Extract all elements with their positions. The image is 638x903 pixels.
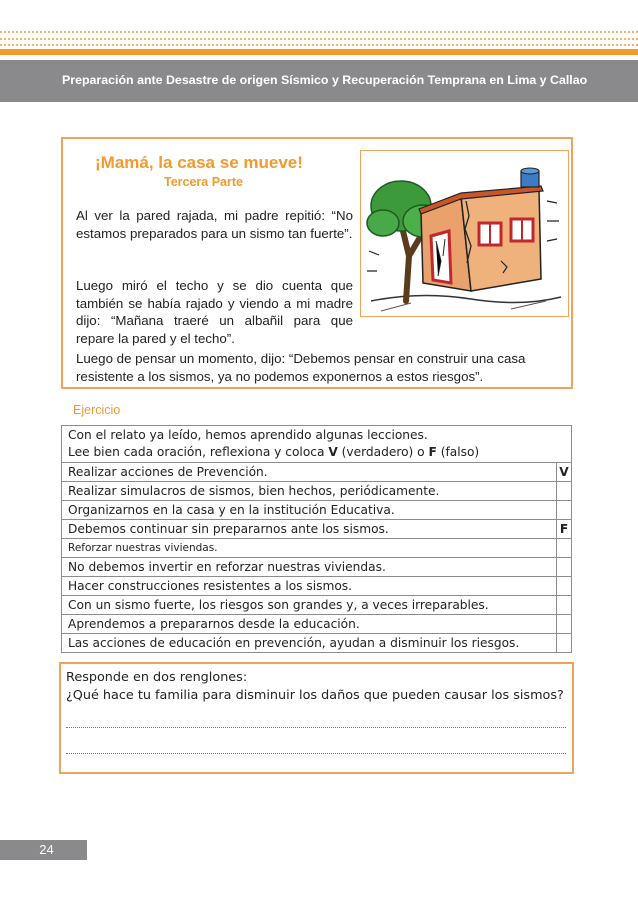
false-marker: F: [428, 445, 437, 459]
answer-line-1[interactable]: [66, 727, 566, 728]
answer-cell[interactable]: [557, 634, 572, 653]
story-paragraph-2: Luego miró el techo y se dio cuenta que también se había rajado y viendo a mi madre dijo: “Mañana traeré un albañil para que repare la pared y el techo”.: [76, 278, 353, 346]
page-number: 24: [39, 842, 54, 857]
story-paragraph-3: Luego de pensar un momento, dijo: “Debemos pensar en construir una casa resistente a los sismos, ya no podemos exponernos a estos riesgos”.: [76, 351, 526, 384]
top-dotted-rule: [0, 38, 638, 40]
table-row: [62, 539, 572, 558]
statement-text: Las acciones de educación en prevención, ayudan a disminuir los riesgos.: [62, 634, 557, 653]
question-prompt: ¿Qué hace tu familia para disminuir los daños que pueden causar los sismos?: [66, 688, 564, 703]
cracked-house-illustration: [360, 150, 569, 317]
question-instruction: Responde en dos renglones:: [66, 670, 248, 685]
statement-text: Realizar acciones de Prevención.: [62, 463, 557, 482]
statement-text: Hacer construcciones resistentes a los sismos.: [62, 577, 557, 596]
header-accent-bar: [0, 49, 638, 55]
instructions-line-2: Lee bien cada oración, reflexiona y coloca: [68, 445, 329, 459]
answer-cell[interactable]: [557, 539, 572, 558]
statement-text: Con un sismo fuerte, los riesgos son grandes y, a veces irreparables.: [62, 596, 557, 615]
instructions-line-1: Con el relato ya leído, hemos aprendido algunas lecciones.: [68, 428, 428, 442]
instructions-end: (falso): [436, 445, 480, 459]
statement-text: Reforzar nuestras viviendas.: [62, 539, 557, 558]
answer-cell[interactable]: [557, 596, 572, 615]
answer-line-2[interactable]: [66, 753, 566, 754]
table-instructions: [62, 426, 572, 463]
story-subtitle: Tercera Parte: [164, 175, 243, 189]
true-marker: V: [328, 445, 338, 459]
answer-cell[interactable]: V: [557, 463, 572, 482]
table-row: [62, 501, 572, 520]
page-number-box: [0, 840, 87, 860]
table-row: [62, 577, 572, 596]
statement-text: No debemos invertir en reforzar nuestras viviendas.: [62, 558, 557, 577]
table-row: [62, 615, 572, 634]
answer-cell[interactable]: [557, 615, 572, 634]
statement-text: Realizar simulacros de sismos, bien hechos, periódicamente.: [62, 482, 557, 501]
table-row: [62, 482, 572, 501]
question-text: [66, 669, 564, 705]
table-intro-row: [62, 426, 572, 463]
statement-text: Aprendemos a prepararnos desde la educación.: [62, 615, 557, 634]
true-false-table: [61, 425, 572, 653]
instructions-connector: (verdadero) o: [337, 445, 429, 459]
table-row: [62, 558, 572, 577]
answer-cell[interactable]: [557, 558, 572, 577]
table-row: [62, 463, 572, 482]
answer-cell[interactable]: [557, 482, 572, 501]
header-title: Preparación ante Desastre de origen Sísmico y Recuperación Temprana en Lima y Callao: [62, 73, 588, 87]
story-paragraph-1: Al ver la pared rajada, mi padre repitió: “No estamos preparados para un sismo tan fuerte”.: [76, 208, 353, 241]
top-dotted-rule: [0, 31, 638, 33]
answer-cell[interactable]: [557, 577, 572, 596]
table-row: [62, 596, 572, 615]
exercise-label: Ejercicio: [73, 403, 121, 417]
top-dotted-rule: [0, 44, 638, 46]
table-row: [62, 520, 572, 539]
statement-text: Debemos continuar sin prepararnos ante los sismos.: [62, 520, 557, 539]
table-row: [62, 634, 572, 653]
story-title: ¡Mamá, la casa se mueve!: [95, 153, 303, 172]
statement-text: Organizarnos en la casa y en la institución Educativa.: [62, 501, 557, 520]
answer-cell[interactable]: [557, 501, 572, 520]
cracked-house-drawing: [361, 151, 568, 316]
answer-cell[interactable]: F: [557, 520, 572, 539]
